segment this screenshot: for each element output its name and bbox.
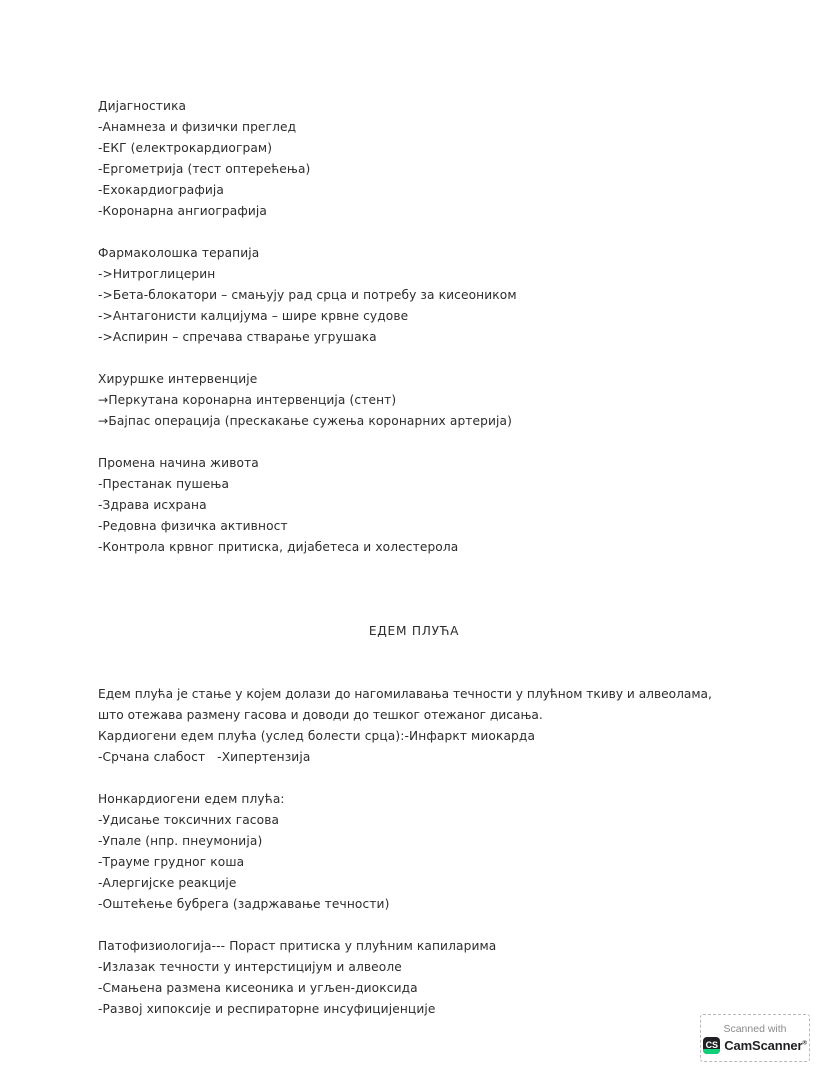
list-item: →Бајпас операција (прескакање сужења коронарних артерија) — [98, 414, 513, 428]
section-hirurske-intervencije — [98, 369, 730, 432]
list-item: -Коронарна ангиографија — [98, 204, 268, 218]
list-item: -Ергометрија (тест оптерећења) — [98, 162, 311, 176]
list-item: ->Нитроглицерин — [98, 267, 216, 281]
list-item: -Смањена размена кисеоника и угљен-диоксида — [98, 981, 418, 995]
list-item: ->Аспирин – спречава стварање угрушака — [98, 330, 377, 344]
list-item: -Упале (нпр. пнеумонија) — [98, 834, 263, 848]
brand-text: CamScanner — [724, 1037, 803, 1053]
section-heading: Патофизиологија--- Пораст притиска у плућним капиларима — [98, 939, 497, 953]
page-title: ЕДЕМ ПЛУЋА — [368, 624, 460, 638]
list-item: -Алергијске реакције — [98, 876, 237, 890]
section-farmakoloska-terapija — [98, 243, 730, 348]
section-promena-nacina-zivota — [98, 453, 730, 558]
list-item: -ЕКГ (електрокардиограм) — [98, 141, 273, 155]
text-line: Кардиогени едем плућа (услед болести срца):-Инфаркт миокарда — [98, 729, 536, 743]
logo-initials: CS — [705, 1039, 718, 1050]
section-heading: Хируршке интервенције — [98, 372, 258, 386]
section-dijagnostika — [98, 96, 730, 222]
section-kardiogeni — [98, 726, 730, 768]
list-item: -Престанак пушења — [98, 477, 230, 491]
list-item: ->Антагонисти калцијума – шире крвне судове — [98, 309, 409, 323]
section-spacer — [98, 348, 730, 369]
section-spacer — [98, 558, 730, 579]
section-patofiziologija — [98, 936, 730, 1020]
list-item: -Трауме грудног коша — [98, 855, 245, 869]
section-heading: Промена начина живота — [98, 456, 259, 470]
intro-paragraph: Едем плућа је стање у којем долази до нагомилавања течности у плућном ткиву и алвеолама, што отежава размену гасова и доводи до тешког отежаног дисања. — [98, 687, 712, 722]
trademark-symbol: ® — [802, 1040, 807, 1047]
section-heading: Нонкардиогени едем плућа: — [98, 792, 285, 806]
section-spacer — [98, 600, 730, 621]
list-item: -Излазак течности у интерстицијум и алвеоле — [98, 960, 402, 974]
watermark-brand-name — [724, 1039, 806, 1052]
list-item: →Перкутана коронарна интервенција (стент) — [98, 393, 397, 407]
list-item: -Оштећење бубрега (задржавање течности) — [98, 897, 390, 911]
list-item: -Анамнеза и физички преглед — [98, 120, 297, 134]
section-nonkardiogeni — [98, 789, 730, 915]
camscanner-watermark — [700, 1014, 810, 1062]
list-item: -Ехокардиографија — [98, 183, 225, 197]
section-heading: Фармаколошка терапија — [98, 246, 260, 260]
watermark-brand-row — [703, 1037, 806, 1054]
list-item: -Здрава исхрана — [98, 498, 207, 512]
section-spacer — [98, 222, 730, 243]
list-item: -Контрола крвног притиска, дијабетеса и холестерола — [98, 540, 459, 554]
list-item: ->Бета-блокатори – смањују рад срца и потребу за кисеоником — [98, 288, 517, 302]
section-spacer — [98, 663, 730, 684]
section-spacer — [98, 432, 730, 453]
section-heading: Дијагностика — [98, 99, 187, 113]
camscanner-logo-icon — [703, 1037, 720, 1054]
list-item: -Развој хипоксије и респираторне инсуфицијенције — [98, 1002, 436, 1016]
document-body — [98, 96, 730, 1020]
section-spacer — [98, 915, 730, 936]
text-line: -Срчана слабост -Хипертензија — [98, 750, 311, 764]
watermark-caption: Scanned with — [723, 1022, 787, 1035]
list-item: -Редовна физичка активност — [98, 519, 288, 533]
section-spacer — [98, 579, 730, 600]
section-spacer — [98, 768, 730, 789]
section-spacer — [98, 642, 730, 663]
list-item: -Удисање токсичних гасова — [98, 813, 280, 827]
